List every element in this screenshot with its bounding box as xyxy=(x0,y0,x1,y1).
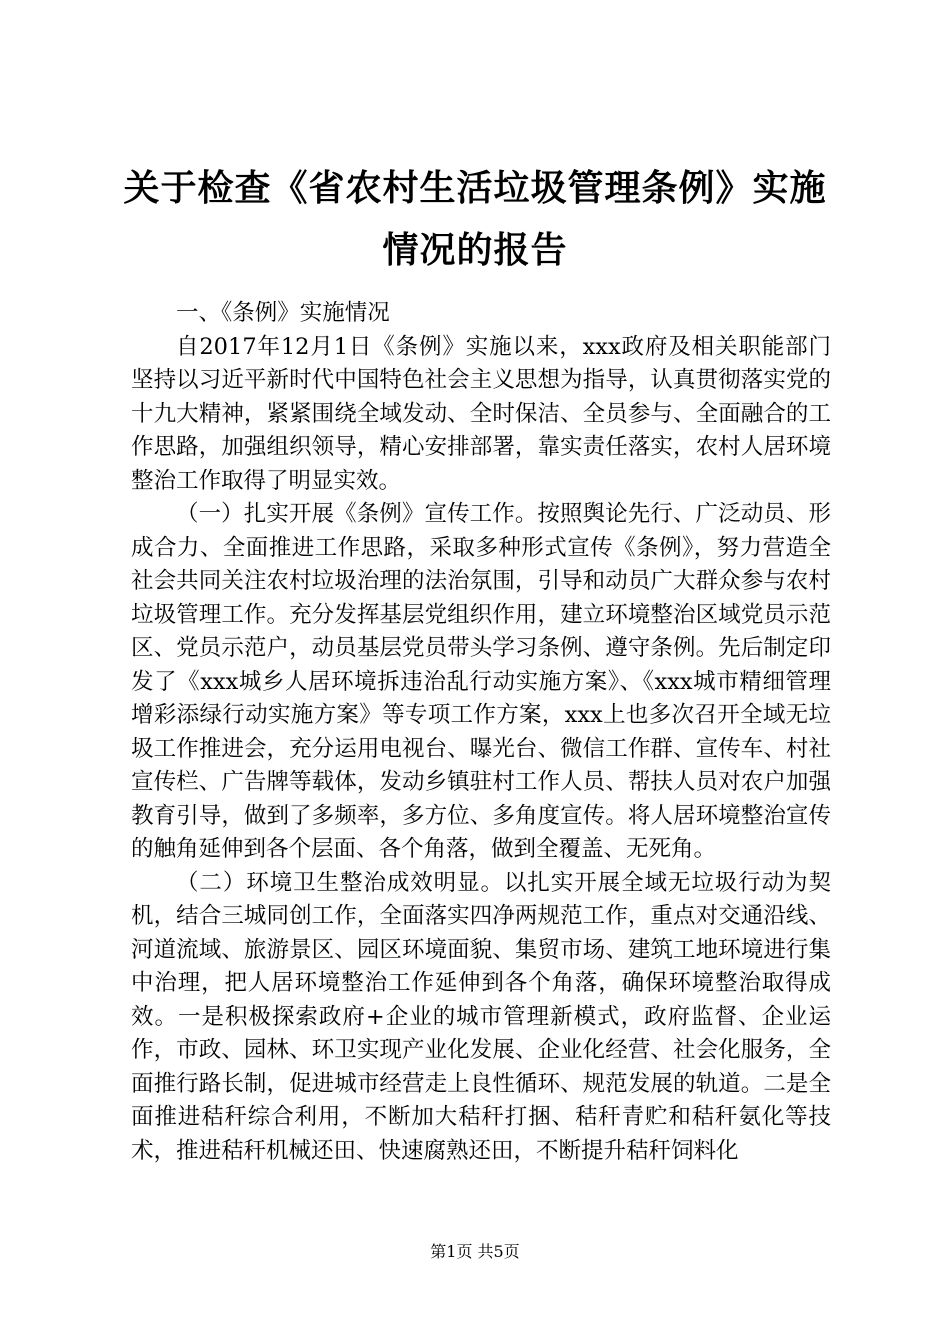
document-body xyxy=(131,297,831,1168)
page-footer: 第1页 共5页 xyxy=(430,1242,520,1261)
paragraph-intro: 自2017年12月1日《条例》实施以来，xxx政府及相关职能部门坚持以习近平新时代中国特色社会主义思想为指导，认真贯彻落实党的十九大精神，紧紧围绕全域发动、全时保洁、全员参与、全面融合的工作思路，加强组织领导，精心安排部署，靠实责任落实，农村人居环境整治工作取得了明显实效。 xyxy=(131,333,831,494)
paragraph-publicity: （一）扎实开展《条例》宣传工作。按照舆论先行、广泛动员、形成合力、全面推进工作思路，采取多种形式宣传《条例》，努力营造全社会共同关注农村垃圾治理的法治氛围，引导和动员广大群众参与农村垃圾管理工作。充分发挥基层党组织作用，建立环境整治区域党员示范区、党员示范户，动员基层党员带头学习条例、遵守条例。先后制定印发了《xxx城乡人居环境拆违治乱行动实施方案》、《xxx城市精细管理增彩添绿行动实施方案》等专项工作方案，xxx上也多次召开全域无垃圾工作推进会，充分运用电视台、曝光台、微信工作群、宣传车、村社宣传栏、广告牌等载体，发动乡镇驻村工作人员、帮扶人员对农户加强教育引导，做到了多频率，多方位、多角度宣传。将人居环境整治宣传的触角延伸到各个层面、各个角落，做到全覆盖、无死角。 xyxy=(131,501,831,862)
section-heading: 一、《条例》实施情况 xyxy=(176,300,390,326)
paragraph-sanitation: （二）环境卫生整治成效明显。以扎实开展全域无垃圾行动为契机，结合三城同创工作，全面落实四净两规范工作，重点对交通沿线、河道流域、旅游景区、园区环境面貌、集贸市场、建筑工地环境进行集中治理，把人居环境整治工作延伸到各个角落，确保环境整治取得成效。一是积极探索政府+企业的城市管理新模式，政府监督、企业运作，市政、园林、环卫实现产业化发展、企业化经营、社会化服务，全面推行路长制，促进城市经营走上良性循环、规范发展的轨道。二是全面推进秸秆综合利用，不断加大秸秆打捆、秸秆青贮和秸秆氨化等技术，推进秸秆机械还田、快速腐熟还田，不断提升秸秆饲料化 xyxy=(131,869,831,1164)
document-title: 关于检查《省农村生活垃圾管理条例》实施情况的报告 xyxy=(123,168,827,271)
